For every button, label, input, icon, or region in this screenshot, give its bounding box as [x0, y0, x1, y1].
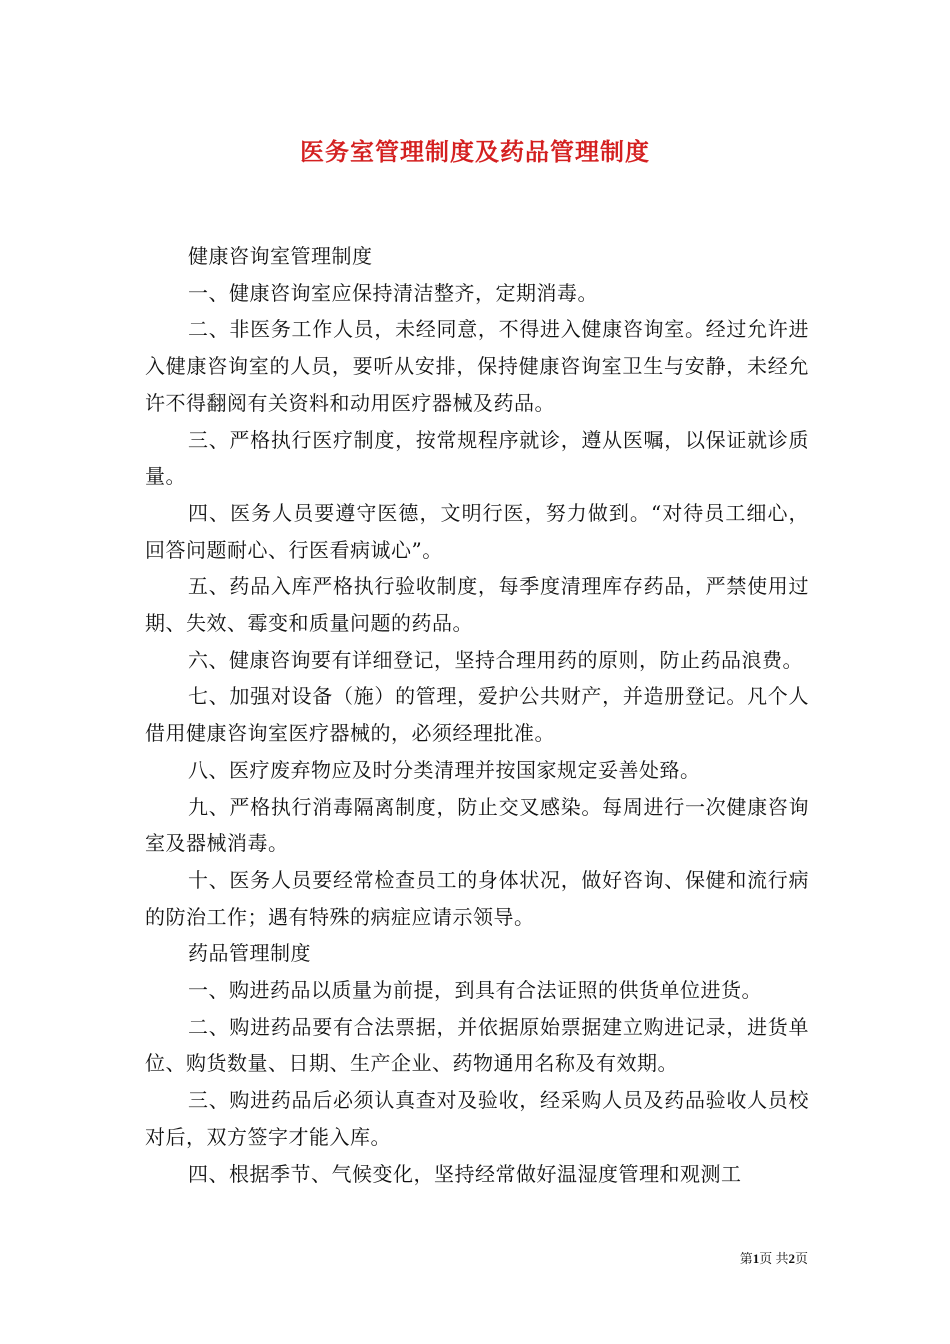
section-heading-consult-room: 健康咨询室管理制度 [188, 244, 373, 268]
paragraph-rule-4: 四、医务人员要遵守医德，文明行医，努力做到。“对待员工细心，回答问题耐心、行医看病诚心”。 [145, 500, 809, 562]
document-body [145, 238, 809, 1192]
paragraph-rule-1: 一、健康咨询室应保持清洁整齐，定期消毒。 [188, 280, 598, 305]
footer-middle: 页 共 [759, 1251, 789, 1266]
paragraph-rule-7: 七、加强对设备（施）的管理，爱护公共财产，并造册登记。凡个人借用健康咨询室医疗器械的，必须经理批准。 [145, 684, 809, 746]
footer-current-page: 1 [752, 1251, 760, 1266]
footer-total-pages: 2 [788, 1251, 795, 1266]
paragraph-rule-5: 五、药品入库严格执行验收制度，每季度清理库存药品，严禁使用过期、失效、霉变和质量问题的药品。 [145, 574, 809, 636]
footer-prefix: 第 [739, 1251, 753, 1266]
footer-suffix: 页 [794, 1251, 808, 1266]
paragraph-drug-rule-2: 二、购进药品要有合法票据，并依据原始票据建立购进记录，进货单位、购货数量、日期、生产企业、药物通用名称及有效期。 [145, 1014, 809, 1076]
page-number-footer [740, 1248, 808, 1267]
paragraph-drug-rule-3: 三、购进药品后必须认真查对及验收，经采购人员及药品验收人员校对后，双方签字才能入库。 [145, 1088, 809, 1149]
paragraph-rule-8: 八、医疗废弃物应及时分类清理并按国家规定妥善处臵。 [188, 757, 701, 782]
paragraph-drug-rule-1: 一、购进药品以质量为前提，到具有合法证照的供货单位进货。 [188, 978, 762, 1003]
paragraph-rule-6: 六、健康咨询要有详细登记，坚持合理用药的原则，防止药品浪费。 [188, 647, 803, 672]
paragraph-rule-9: 九、严格执行消毒隔离制度，防止交叉感染。每周进行一次健康咨询室及器械消毒。 [145, 794, 809, 856]
section-heading-drug-management: 药品管理制度 [188, 941, 311, 966]
paragraph-rule-2: 二、非医务工作人员，未经同意，不得进入健康咨询室。经过允许进入健康咨询室的人员，要听从安排，保持健康咨询室卫生与安静，未经允许不得翻阅有关资料和动用医疗器械及药品。 [145, 317, 809, 415]
paragraph-drug-rule-4: 四、根据季节、气候变化，坚持经常做好温湿度管理和观测工 [188, 1161, 742, 1186]
paragraph-rule-3: 三、严格执行医疗制度，按常规程序就诊，遵从医嘱，以保证就诊质量。 [145, 427, 809, 489]
page-title: 医务室管理制度及药品管理制度 [300, 137, 650, 166]
paragraph-rule-10: 十、医务人员要经常检查员工的身体状况，做好咨询、保健和流行病的防治工作；遇有特殊的病症应请示领导。 [145, 867, 809, 929]
